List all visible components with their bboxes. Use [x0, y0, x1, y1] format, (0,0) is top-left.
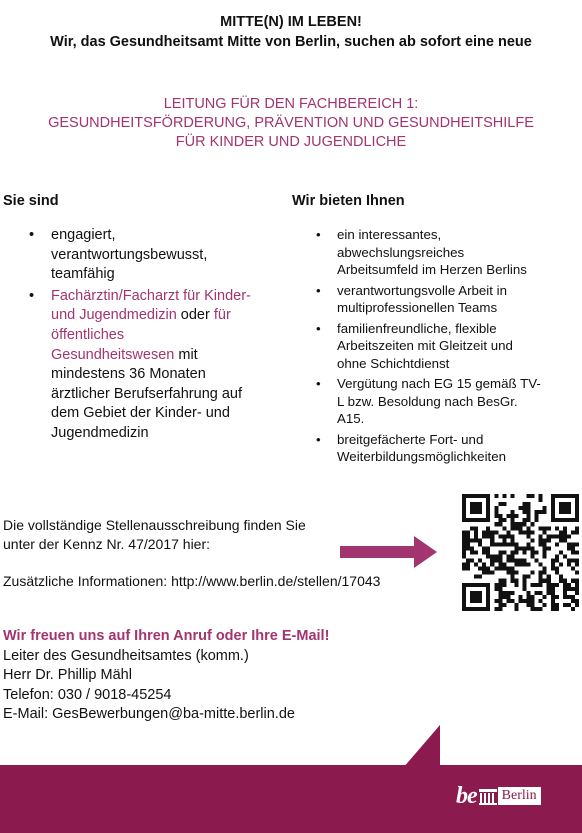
bullet-icon: •	[316, 376, 321, 391]
header-intro: Wir, das Gesundheitsamt Mitte von Berlin, suchen ab sofort eine neue	[50, 34, 532, 50]
contact-email[interactable]: E-Mail: GesBewerbungen@ba-mitte.berlin.de	[3, 706, 295, 722]
contact-call-to-action: Wir freuen uns auf Ihren Anruf oder Ihre E-Mail!	[3, 628, 330, 644]
bullet-icon: •	[316, 227, 321, 242]
header	[0, 12, 582, 52]
arrow-right-icon	[340, 536, 438, 568]
list-item: • familienfreundliche, flexible Arbeitszeiten mit Gleitzeit und ohne Schichtdienst	[316, 320, 513, 371]
job-title	[0, 95, 582, 152]
bullet-icon: •	[316, 431, 321, 447]
brandenburg-gate-icon	[479, 787, 497, 805]
contact-line: Telefon: 030 / 9018-45254	[3, 686, 172, 703]
logo-be-text: be	[456, 782, 477, 809]
contact-block	[3, 627, 329, 725]
list-item: • Vergütung nach EG 15 gemäß TV- L bzw. Besoldung nach BesGr. A15.	[316, 376, 541, 426]
contact-line: Leiter des Gesundheitsamtes (komm.)	[3, 647, 249, 664]
bullet-icon: •	[29, 227, 35, 243]
job-title-line-1: LEITUNG FÜR DEN FACHBEREICH 1:	[163, 96, 419, 112]
header-slogan: MITTE(N) IM LEBEN!	[220, 14, 362, 30]
list-item: • verantwortungsvolle Arbeit in multiprofessionellen Teams	[316, 282, 507, 315]
bullet-icon: •	[316, 320, 321, 336]
job-title-line-2: GESUNDHEITSFÖRDERUNG, PRÄVENTION UND GESUNDHEITSHILFE	[48, 115, 534, 131]
right-column-heading: Wir bieten Ihnen	[292, 193, 405, 209]
left-column	[3, 193, 288, 446]
list-item: • breitgefächerte Fort- und Weiterbildungsmöglichkeiten	[316, 431, 507, 464]
benefits-list	[292, 226, 579, 466]
bullet-icon: •	[316, 282, 321, 298]
logo-berlin-text: Berlin	[498, 787, 541, 805]
list-item: • engagiert, verantwortungsbewusst, teamfähig	[29, 227, 208, 283]
job-title-line-3: FÜR KINDER UND JUGENDLICHE	[175, 134, 407, 150]
additional-info-link[interactable]: Zusätzliche Informationen: http://www.berlin.de/stellen/17043	[3, 573, 381, 589]
berlin-logo	[456, 781, 541, 811]
qr-code-icon[interactable]	[462, 494, 579, 611]
bullet-icon: •	[29, 287, 35, 304]
posting-reference-line-1: Die vollständige Stellenausschreibung finden Sie	[3, 517, 306, 533]
left-column-heading: Sie sind	[3, 193, 59, 209]
right-column	[292, 193, 579, 469]
posting-reference	[3, 516, 306, 554]
footer-band	[0, 725, 582, 833]
list-item: • ein interessantes, abwechslungsreiches Arbeitsumfeld im Herzen Berlins	[316, 227, 527, 277]
requirements-list	[3, 226, 288, 444]
contact-line: Herr Dr. Phillip Mähl	[3, 667, 132, 683]
list-item: • Fachärztin/Facharzt für Kinder- und Jugendmedizin oder für öffentliches Gesundheitswesen mit mindestens 36 Monaten ärztlicher Berufserfahrung auf dem Gebiet der Kinder- und Jugendmedizin	[29, 287, 251, 441]
posting-reference-line-2: unter der Kennz Nr. 47/2017 hier:	[3, 536, 211, 552]
